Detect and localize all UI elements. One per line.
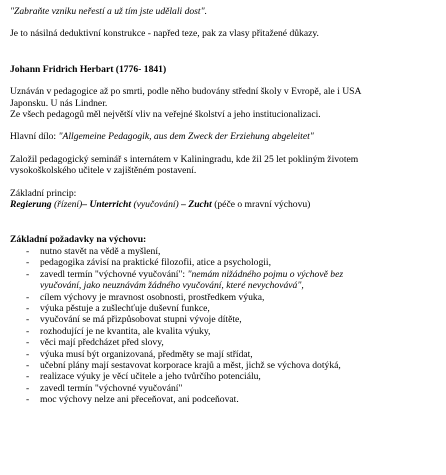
list-item-text: moc výchovy nelze ani přeceňovat, ani podceňovat. <box>40 394 239 406</box>
bullet-dash: - <box>26 359 30 371</box>
list-item-text: pedagogika závisí na praktické filozofii, atice a psychologii, <box>40 257 271 269</box>
list-item <box>10 360 442 371</box>
principle-sep-2: – <box>178 199 189 211</box>
list-item <box>10 246 442 257</box>
principle-gloss-1: (řízení) <box>51 199 83 211</box>
list-item-text: rozhodující je ne kvantita, ale kvalita výuky, <box>40 325 211 337</box>
seminar-line-1: Založil pedagogický seminář s internátem v Kaliningradu, kde žil 25 let pokliným životem <box>10 153 359 165</box>
principle-gloss-3: (péče o mravní výchovu) <box>211 199 311 211</box>
principle-gloss-2: (vyučování) <box>131 199 179 211</box>
main-work-title: "Allgemeine Pedagogik, aus dem Zweck der Erziehung abgeleitet" <box>58 131 314 143</box>
bullet-dash: - <box>26 394 30 406</box>
main-work-label: Hlavní dílo: <box>10 131 59 143</box>
special-item-prefix: zavedl termín "výchovné vyučování": <box>40 268 188 280</box>
list-item <box>10 383 442 394</box>
bullet-dash: - <box>26 314 30 326</box>
list-item <box>10 337 442 348</box>
principle-term-1: Regierung <box>10 199 52 211</box>
principle-term-2: Unterricht <box>89 199 132 211</box>
list-item <box>10 303 442 314</box>
bullet-dash: - <box>26 348 30 360</box>
requirements-heading: Základní požadavky na výchovu: <box>10 234 147 246</box>
list-item-text: cílem výchovy je mravnost osobnosti, prostředkem výuka, <box>40 291 265 303</box>
requirements-list <box>10 246 442 406</box>
list-item-text: výuka musí být organizovaná, předměty se mají střídat, <box>40 348 253 360</box>
list-item <box>10 314 442 325</box>
list-item-text: zavedl termín "výchovné vyučování" <box>40 382 183 394</box>
list-item <box>10 349 442 360</box>
list-item <box>10 326 442 337</box>
list-item-text: výuka pěstuje a zušlechťuje duševní funkce, <box>40 302 210 314</box>
recognized-line-1: Uznáván v pedagogice až po smrti, podle něho budovány střední školy v Evropě, ale i USA <box>10 86 362 98</box>
bullet-dash: - <box>26 245 30 257</box>
list-item-text: věci mají předcházet před slovy, <box>40 337 164 349</box>
main-work-line <box>10 131 442 142</box>
bullet-dash: - <box>26 382 30 394</box>
bullet-dash: - <box>26 337 30 349</box>
bullet-dash: - <box>26 268 30 280</box>
bullet-dash: - <box>26 291 30 303</box>
bullet-dash: - <box>26 302 30 314</box>
quote-line: "Zabraňte vzniku neřestí a už tím jste udělali dost". <box>10 6 207 17</box>
list-item <box>10 257 442 268</box>
person-heading: Johann Fridrich Herbart (1776- 1841) <box>10 63 167 75</box>
list-item <box>10 394 442 405</box>
principle-label: Základní princip: <box>10 187 77 199</box>
list-item-text: nutno stavět na vědě a myšlení, <box>40 245 161 257</box>
deductive-note: Je to násilná deduktivní konstrukce - napřed teze, pak za vlasy přitažené důkazy. <box>10 28 319 40</box>
principle-sep-1: – <box>82 199 90 211</box>
list-item-text: realizace výuky je věcí učitele a jeho tvůrčího potenciálu, <box>40 371 261 383</box>
recognized-line-2: Japonsku. U nás Lindner. <box>10 97 108 109</box>
list-item-text: vyučování se má přizpůsobovat stupni vývoje dítěte, <box>40 314 242 326</box>
list-item <box>10 292 442 303</box>
influence-line: Ze všech pedagogů měl největší vliv na veřejné školství a jeho institucionalizaci. <box>10 109 321 121</box>
special-item-italic-2: vyučování, jako neuznávám žádného vyučování, které nevychovává", <box>40 280 304 292</box>
list-item <box>10 371 442 382</box>
list-item <box>10 269 442 292</box>
principle-term-3: Zucht <box>188 199 212 211</box>
seminar-line-2: vysokoškolského učitele v zajištěném postavení. <box>10 165 197 177</box>
principle-line <box>10 199 442 210</box>
document-page <box>10 2 442 406</box>
list-item-text: učební plány mají sestavovat korporace krajů a měst, jichž se výchova dotýká, <box>40 359 341 371</box>
bullet-dash: - <box>26 371 30 383</box>
special-item-italic-1: "nemám nižádného pojmu o výchově bez <box>187 268 344 280</box>
bullet-dash: - <box>26 325 30 337</box>
bullet-dash: - <box>26 257 30 269</box>
